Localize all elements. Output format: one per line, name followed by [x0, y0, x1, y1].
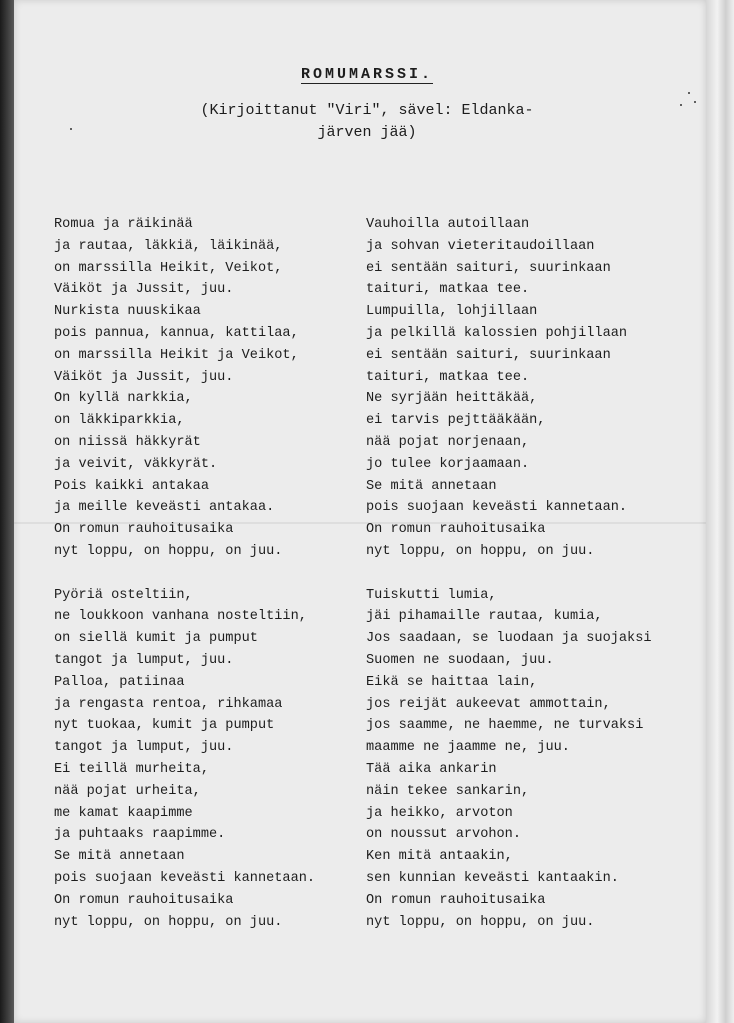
- poem-line: ja rengasta rentoa, rihkamaa: [54, 696, 283, 712]
- poem-line: ja veivit, väkkyrät.: [54, 456, 218, 472]
- poem-line: Väiköt ja Jussit, juu.: [54, 369, 234, 385]
- poem-line: pois pannua, kannua, kattilaa,: [54, 325, 299, 341]
- ink-speck: [70, 128, 72, 130]
- scan-left-edge: [0, 0, 14, 1023]
- poem-line: Pois kaikki antakaa: [54, 478, 209, 494]
- poem-line: on niissä häkkyrät: [54, 434, 201, 450]
- poem-line: ja rautaa, läkkiä, läikinää,: [54, 238, 283, 254]
- page-title: [0, 66, 734, 83]
- poem-line: Ei teillä murheita,: [54, 761, 209, 777]
- poem-line: on noussut arvohon.: [366, 827, 521, 843]
- poem-line: ne loukkoon vanhana nosteltiin,: [54, 609, 307, 625]
- poem-line: näin tekee sankarin,: [366, 783, 530, 799]
- poem-line: ja pelkillä kalossien pohjillaan: [366, 325, 628, 341]
- subtitle: [0, 100, 734, 144]
- poem-line: jos reijät aukeevat ammottain,: [366, 696, 611, 712]
- poem-line: Pyöriä osteltiin,: [54, 587, 193, 603]
- poem-line: ei sentään saituri, suurinkaan: [366, 260, 611, 276]
- stanza: [366, 214, 652, 563]
- right-column: [366, 214, 652, 933]
- poem-line: nää pojat norjenaan,: [366, 434, 530, 450]
- poem-line: jo tulee korjaamaan.: [366, 456, 530, 472]
- poem-line: Ne syrjään heittäkää,: [366, 391, 538, 407]
- poem-line: Nurkista nuuskikaa: [54, 304, 201, 320]
- poem-line: nyt loppu, on hoppu, on juu.: [54, 543, 283, 559]
- poem-line: Jos saadaan, se luodaan ja suojaksi: [366, 631, 652, 647]
- poem-line: me kamat kaapimme: [54, 805, 193, 821]
- poem-line: ei sentään saituri, suurinkaan: [366, 347, 611, 363]
- poem-line: Eikä se haittaa lain,: [366, 674, 538, 690]
- poem-line: On romun rauhoitusaika: [54, 522, 234, 538]
- poem-line: tangot ja lumput, juu.: [54, 652, 234, 668]
- poem-line: on marssilla Heikit ja Veikot,: [54, 347, 299, 363]
- poem-line: On kyllä narkkia,: [54, 391, 193, 407]
- poem-line: nyt loppu, on hoppu, on juu.: [366, 543, 595, 559]
- ink-speck: [694, 101, 696, 103]
- subtitle-line: (Kirjoittanut "Viri", sävel: Eldanka-: [200, 102, 534, 119]
- poem-line: Väiköt ja Jussit, juu.: [54, 282, 234, 298]
- left-column: [54, 214, 315, 933]
- poem-line: ja sohvan vieteritaudoillaan: [366, 238, 595, 254]
- poem-line: nää pojat urheita,: [54, 783, 201, 799]
- poem-line: on läkkiparkkia,: [54, 413, 185, 429]
- poem-line: pois suojaan keveästi kannetaan.: [54, 870, 316, 886]
- poem-line: Ken mitä antaakin,: [366, 849, 513, 865]
- ink-speck: [680, 104, 682, 106]
- scan-right-edge: [706, 0, 734, 1023]
- poem-line: on siellä kumit ja pumput: [54, 631, 258, 647]
- poem-line: jäi pihamaille rautaa, kumia,: [366, 609, 603, 625]
- poem-line: nyt loppu, on hoppu, on juu.: [366, 914, 595, 930]
- poem-line: Lumpuilla, lohjillaan: [366, 304, 538, 320]
- stanza: [366, 585, 652, 934]
- poem-line: Se mitä annetaan: [54, 849, 185, 865]
- poem-line: On romun rauhoitusaika: [54, 892, 234, 908]
- poem-line: Tää aika ankarin: [366, 761, 497, 777]
- poem-line: On romun rauhoitusaika: [366, 522, 546, 538]
- poem-line: Suomen ne suodaan, juu.: [366, 652, 554, 668]
- poem-line: taituri, matkaa tee.: [366, 282, 530, 298]
- poem-line: sen kunnian keveästi kantaakin.: [366, 870, 619, 886]
- poem-line: nyt loppu, on hoppu, on juu.: [54, 914, 283, 930]
- poem-line: ja meille keveästi antakaa.: [54, 500, 275, 516]
- ink-speck: [688, 92, 690, 94]
- stanza: [54, 214, 315, 563]
- poem-line: maamme ne jaamme ne, juu.: [366, 740, 570, 756]
- poem-line: pois suojaan keveästi kannetaan.: [366, 500, 628, 516]
- poem-line: ei tarvis pejttääkään,: [366, 413, 546, 429]
- subtitle-line: järven jää): [317, 124, 417, 141]
- poem-line: on marssilla Heikit, Veikot,: [54, 260, 283, 276]
- poem-line: Vauhoilla autoillaan: [366, 217, 530, 232]
- poem-line: Tuiskutti lumia,: [366, 587, 497, 603]
- poem-line: tangot ja lumput, juu.: [54, 740, 234, 756]
- poem-line: On romun rauhoitusaika: [366, 892, 546, 908]
- poem-line: Se mitä annetaan: [366, 478, 497, 494]
- stanza: [54, 585, 315, 934]
- poem-line: nyt tuokaa, kumit ja pumput: [54, 718, 275, 734]
- poem-line: Romua ja räikinää: [54, 217, 193, 232]
- poem-line: Palloa, patiinaa: [54, 674, 185, 690]
- title-text: ROMUMARSSI.: [300, 66, 434, 83]
- poem-line: jos saamme, ne haemme, ne turvaksi: [366, 718, 644, 734]
- poem-line: ja puhtaaks raapimme.: [54, 827, 226, 843]
- poem-line: taituri, matkaa tee.: [366, 369, 530, 385]
- poem-line: ja heikko, arvoton: [366, 805, 513, 821]
